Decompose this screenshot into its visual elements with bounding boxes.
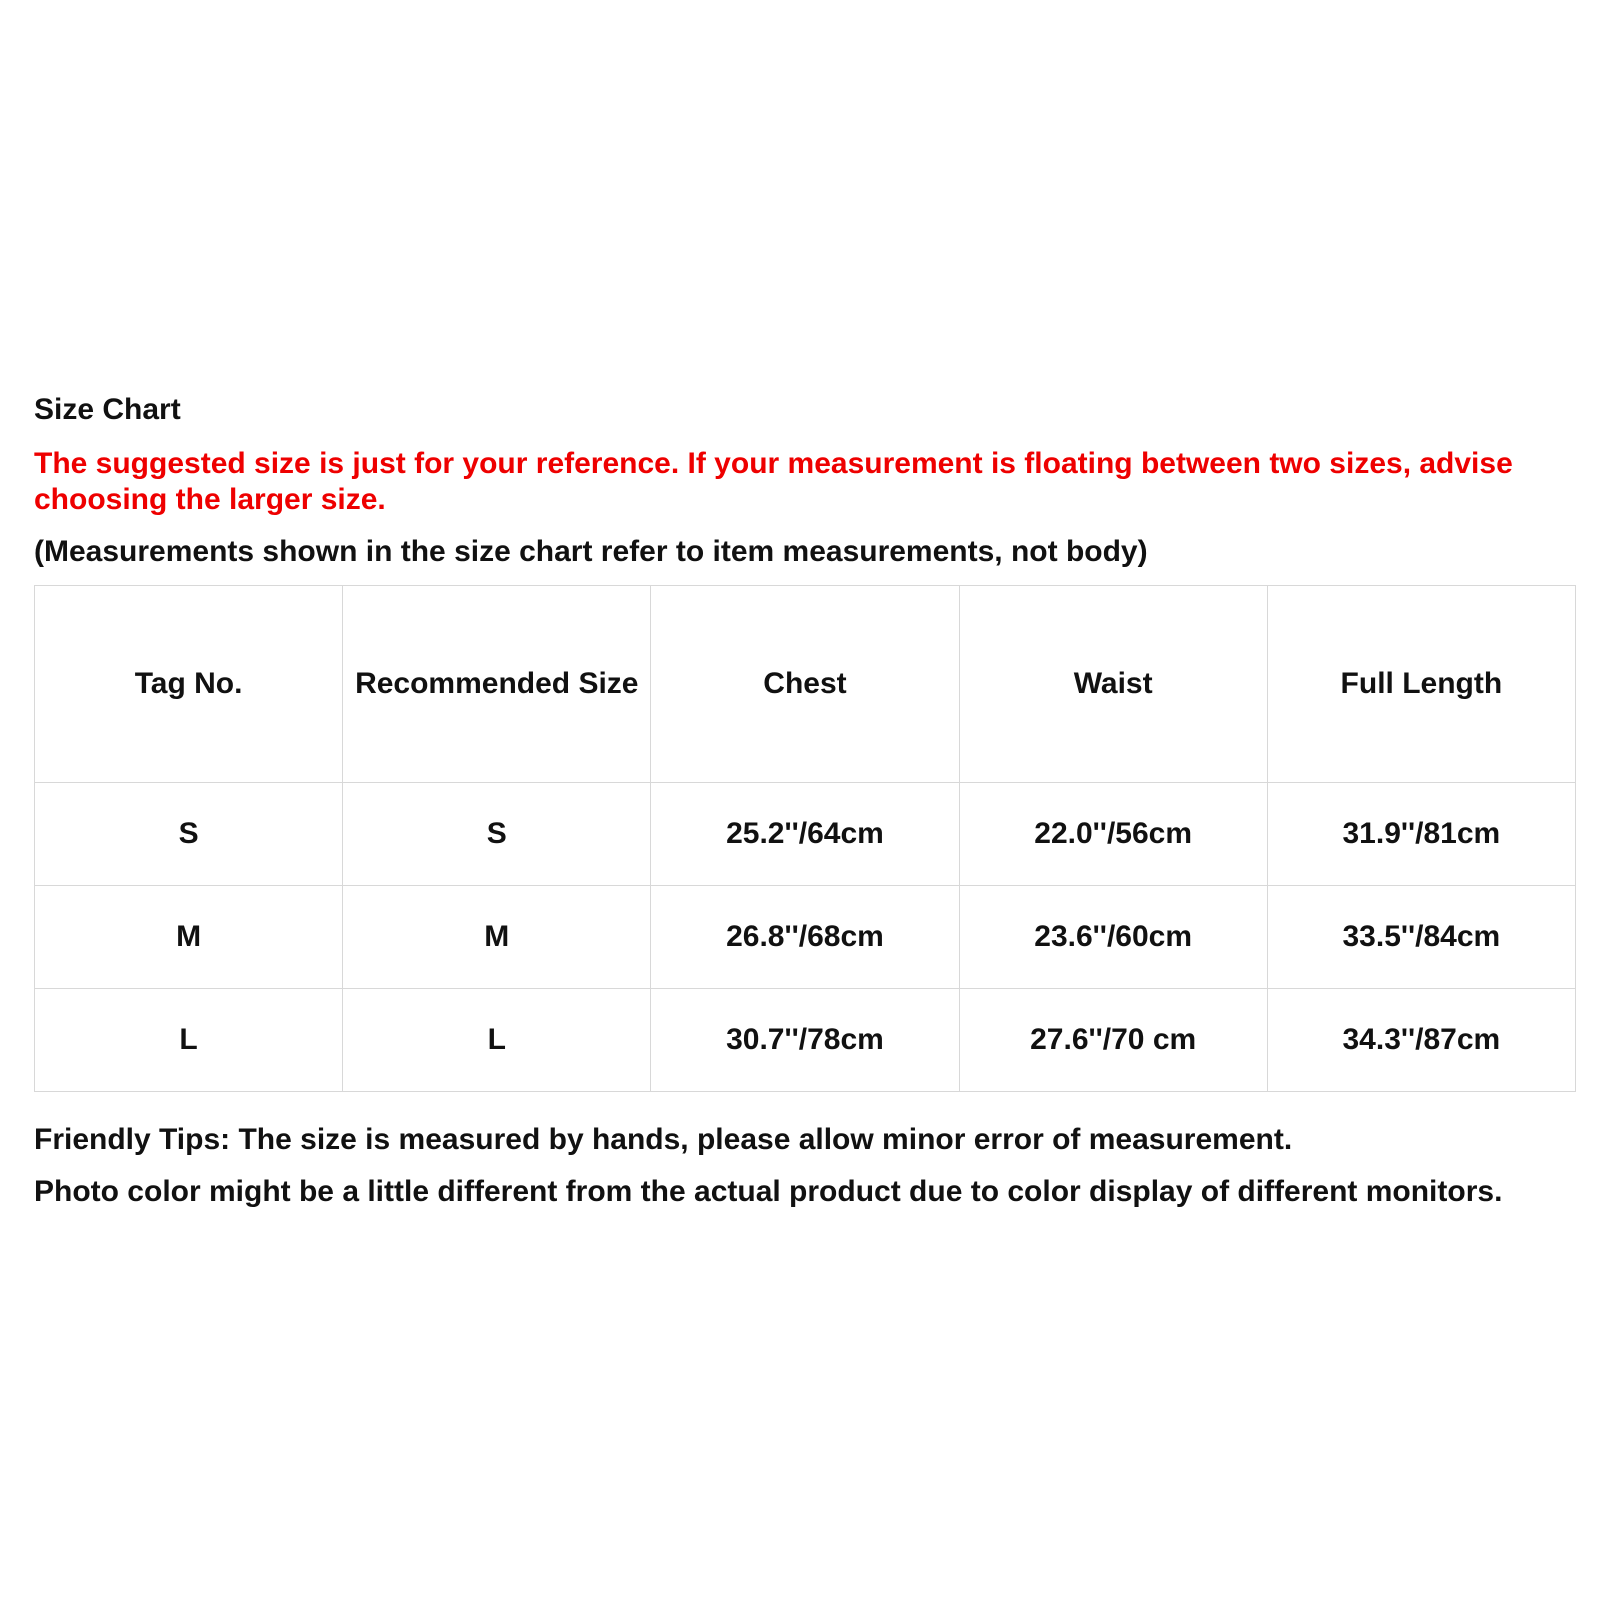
header-recommended-size: [343, 586, 651, 783]
header-recommended-size-label: Recommended Size: [355, 667, 639, 700]
cell-waist: 22.0''/56cm: [959, 783, 1267, 886]
cell-tag-no: S: [35, 783, 343, 886]
header-tag-no: Tag No.: [35, 586, 343, 783]
measurement-note: (Measurements shown in the size chart refer to item measurements, not body): [34, 535, 1148, 568]
friendly-tips: [34, 1114, 1594, 1218]
cell-full-length: 33.5''/84cm: [1267, 886, 1575, 989]
page-title: Size Chart: [34, 393, 181, 426]
table-row: [35, 989, 1576, 1092]
cell-tag-no: L: [35, 989, 343, 1092]
cell-chest: 25.2''/64cm: [651, 783, 959, 886]
cell-recommended-size: S: [343, 783, 651, 886]
cell-full-length: 31.9''/81cm: [1267, 783, 1575, 886]
cell-full-length: 34.3''/87cm: [1267, 989, 1575, 1092]
header-full-length: Full Length: [1267, 586, 1575, 783]
size-advice-notice: The suggested size is just for your reference. If your measurement is floating between two sizes, advise choosing the larger size.: [34, 447, 1513, 516]
table-row: [35, 886, 1576, 989]
cell-tag-no: M: [35, 886, 343, 989]
cell-recommended-size: M: [343, 886, 651, 989]
header-chest: Chest: [651, 586, 959, 783]
table-row: [35, 783, 1576, 886]
cell-recommended-size: L: [343, 989, 651, 1092]
table-header-row: [35, 586, 1576, 783]
cell-chest: 30.7''/78cm: [651, 989, 959, 1092]
tip-line: Friendly Tips: The size is measured by hands, please allow minor error of measurement.: [34, 1123, 1293, 1156]
tip-line: Photo color might be a little different from the actual product due to color display of different monitors.: [34, 1175, 1503, 1208]
header-waist: Waist: [959, 586, 1267, 783]
cell-waist: 23.6''/60cm: [959, 886, 1267, 989]
size-table: [34, 585, 1576, 1092]
cell-chest: 26.8''/68cm: [651, 886, 959, 989]
cell-waist: 27.6''/70 cm: [959, 989, 1267, 1092]
